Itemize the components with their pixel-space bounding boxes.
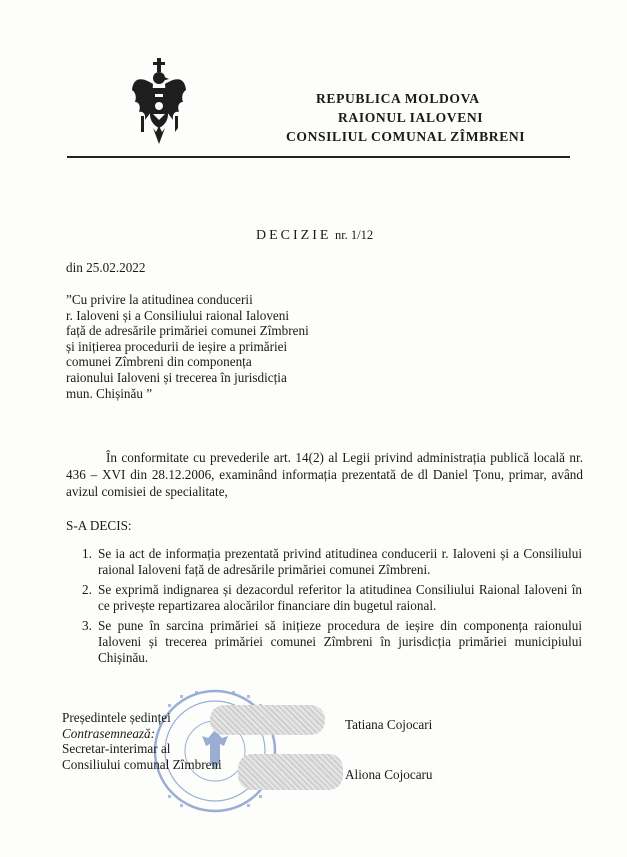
coat-of-arms-emblem [131,56,187,148]
countersign-label: Contrasemnează: [62,725,156,741]
list-item [82,546,582,578]
item-text: Se pune în sarcina primăriei să inițieze procedura de ieșire din componența raionului Ialoveni și trecerea primăriei comunei Zîmbreni în jurisdicția primăriei municipiului Chișinău. [98,618,582,665]
redacted-signature [210,705,325,735]
header-council: CONSILIUL COMUNAL ZÎMBRENI [286,129,526,144]
subject-line: r. Ialoveni și a Consiliului raional Ialoveni [66,307,290,323]
secretary-name: Aliona Cojocaru [345,767,433,782]
header-district: RAIONUL IALOVENI [338,110,484,125]
chair-name: Tatiana Cojocari [345,717,433,732]
item-number: 1. [82,546,92,561]
subject-line: ”Cu privire la atitudinea conducerii [66,292,253,307]
decided-label: S-A DECIS: [66,518,132,533]
redacted-signature [238,754,343,790]
decision-title [256,228,373,244]
list-item [82,582,582,614]
subject-line: comunei Zîmbreni din componența [66,354,252,370]
item-number: 2. [82,582,92,597]
list-item [82,618,582,666]
decision-number: nr. 1/12 [334,228,374,242]
subject-line: raionului Ialoveni și trecerea în jurisdicția [66,369,287,385]
subject-line: și inițierea procedurii de ieșire a primăriei [66,338,288,354]
item-text: Se exprimă indignarea și dezacordul referitor la atitudinea Consiliului Raional Ialoveni în ce privește repartizarea alocărilor financiare din bugetul raional. [98,582,582,613]
decision-items [82,546,582,670]
secretary-role-line2: Consiliului comunal Zîmbreni [62,756,222,772]
decision-word: DECIZIE [256,228,332,243]
header-country: REPUBLICA MOLDOVA [316,91,480,106]
secretary-role-line1: Secretar-interimar al [62,741,171,756]
decision-date: din 25.02.2022 [66,260,146,275]
item-text: Se ia act de informația prezentată privind atitudinea conducerii r. Ialoveni și a Consiliului raional Ialoveni față de adresările primăriei comunei Zîmbreni. [98,546,582,577]
subject-line: față de adresările primăriei comunei Zîmbreni [66,323,309,339]
decision-subject [66,292,366,401]
item-number: 3. [82,618,92,633]
signature-block [62,710,222,772]
subject-line: mun. Chișinău ” [66,385,153,401]
chair-role: Președintele ședinței [62,710,171,725]
preamble-paragraph: În conformitate cu prevederile art. 14(2) al Legii privind administrația publică locală nr. 436 – XVI din 28.12.2006, examinând informația prezentată de dl Daniel Țonu, primar, având avizul comisiei de specialitate, [66,450,583,499]
header-divider [67,156,570,158]
